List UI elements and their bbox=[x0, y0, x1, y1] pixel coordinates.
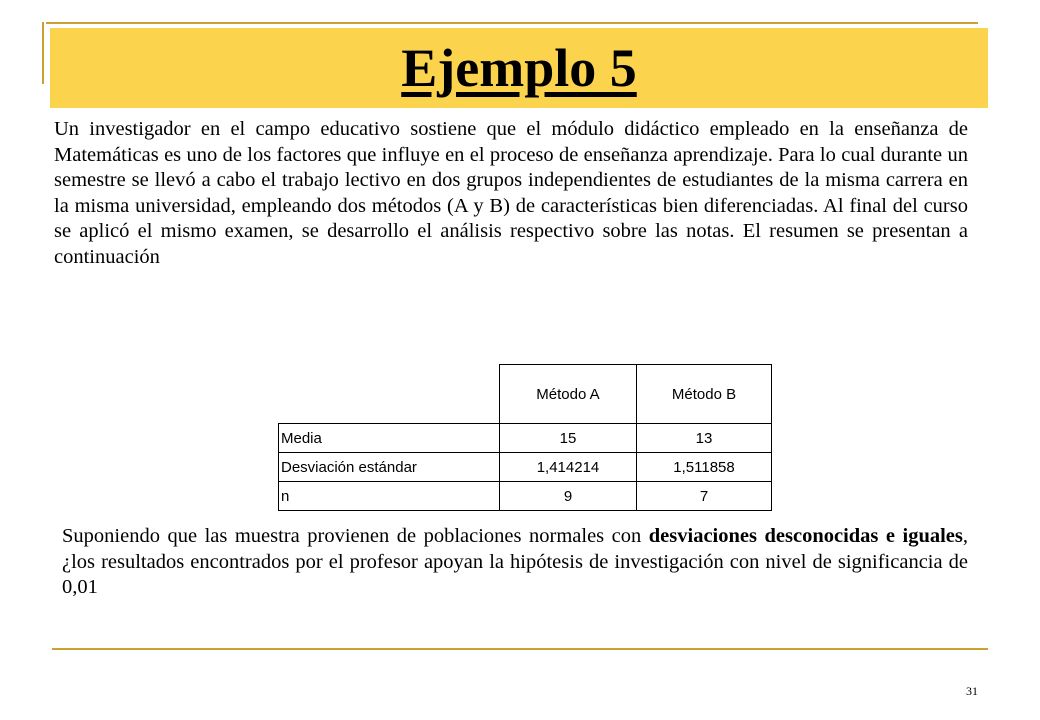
intro-paragraph: Un investigador en el campo educativo sostiene que el módulo didáctico empleado en la enseñanza de Matemáticas es uno de los factores que influye en el proceso de enseñanza aprendizaje. Para lo cual durante un semestre se llevó a cabo el trabajo lectivo en dos grupos independientes de estudiantes de la misma carrera en la misma universidad, empleando dos métodos (A y B) de características bien diferenciadas. Al final del curso se aplicó el mismo examen, se desarrollo el análisis respectivo sobre las notas. El resumen se presentan a continuación bbox=[54, 118, 968, 268]
page-number: 31 bbox=[966, 684, 978, 698]
row-label-desviacion: Desviación estándar bbox=[279, 453, 500, 482]
left-divider-line bbox=[42, 22, 44, 84]
title-bar bbox=[50, 28, 988, 108]
media-b-cell: 13 bbox=[637, 424, 772, 453]
n-a-cell: 9 bbox=[500, 482, 637, 511]
table-corner-cell bbox=[279, 365, 500, 424]
table-header-row bbox=[279, 365, 772, 424]
summary-table bbox=[278, 364, 772, 511]
table-row bbox=[279, 453, 772, 482]
header-metodo-b: Método B bbox=[637, 365, 772, 424]
bottom-divider-line bbox=[52, 648, 988, 650]
header-metodo-a: Método A bbox=[500, 365, 637, 424]
row-label-n: n bbox=[279, 482, 500, 511]
media-a-cell: 15 bbox=[500, 424, 637, 453]
question-paragraph bbox=[62, 524, 968, 601]
desviacion-b-cell: 1,511858 bbox=[637, 453, 772, 482]
top-divider-line bbox=[46, 22, 978, 24]
n-b-cell: 7 bbox=[637, 482, 772, 511]
question-text-start: Suponiendo que las muestra provienen de poblaciones normales con bbox=[62, 525, 649, 547]
table-row bbox=[279, 424, 772, 453]
question-text-end: , ¿los resultados encontrados por el profesor apoyan la hipótesis de investigación con nivel de significancia de 0,01 bbox=[62, 525, 968, 598]
slide-title: Ejemplo 5 bbox=[401, 38, 637, 98]
question-bold-text: desviaciones desconocidas e iguales bbox=[648, 525, 963, 547]
table-row bbox=[279, 482, 772, 511]
desviacion-a-cell: 1,414214 bbox=[500, 453, 637, 482]
row-label-media: Media bbox=[279, 424, 500, 453]
